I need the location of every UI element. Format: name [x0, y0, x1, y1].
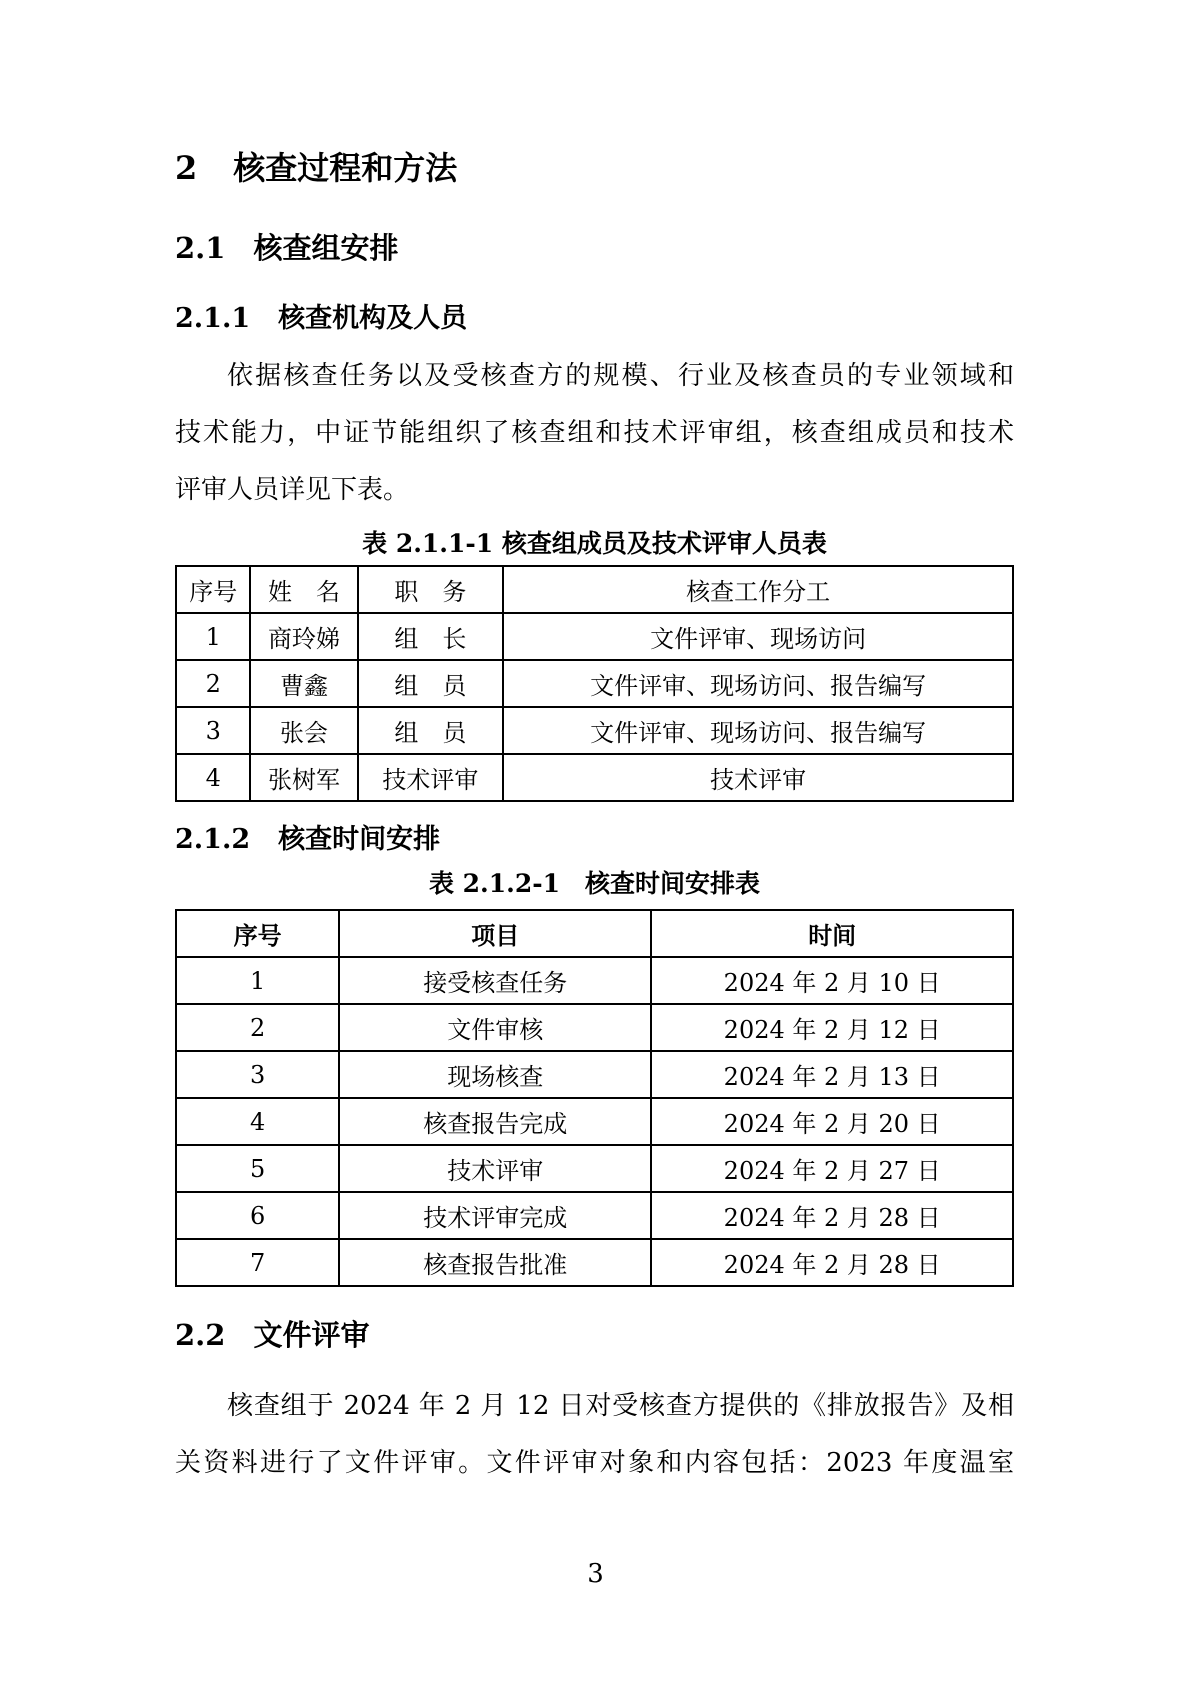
- heading-section-2-2-number: 2.2: [175, 1318, 226, 1352]
- table1-cell-duty: 文件评审、现场访问、报告编写: [503, 707, 1013, 754]
- table1-cell-name: 张会: [250, 707, 357, 754]
- table-row: [176, 1145, 1013, 1192]
- paragraph-doc-review: [175, 1378, 1014, 1492]
- table2-cell-item: 接受核查任务: [339, 957, 651, 1004]
- table-row: [176, 660, 1013, 707]
- table1-cell-seq: 2: [176, 660, 250, 707]
- table1-cell-seq: 1: [176, 613, 250, 660]
- table2-cell-time: 2024 年 2 月 28 日: [651, 1192, 1013, 1239]
- table-header-row: [176, 566, 1013, 613]
- heading-section-2-1-number: 2.1: [175, 231, 226, 265]
- table1-cell-duty: 文件评审、现场访问: [503, 613, 1013, 660]
- table2-cell-item: 技术评审完成: [339, 1192, 651, 1239]
- table2-header-time: 时间: [651, 910, 1013, 957]
- heading-section-2-1: [175, 232, 1014, 265]
- table-row: [176, 707, 1013, 754]
- table-row: [176, 1004, 1013, 1051]
- table2-cell-item: 核查报告批准: [339, 1239, 651, 1286]
- page-number: 3: [587, 1559, 604, 1589]
- table2-cell-item: 技术评审: [339, 1145, 651, 1192]
- table-header-row: [176, 910, 1013, 957]
- table1-header-name: 姓 名: [250, 566, 357, 613]
- table2-cell-seq: 7: [176, 1239, 339, 1286]
- verification-team-table: [175, 565, 1014, 802]
- table1-cell-name: 商玲娣: [250, 613, 357, 660]
- heading-section-2-number: 2: [175, 149, 198, 187]
- table2-cell-time: 2024 年 2 月 27 日: [651, 1145, 1013, 1192]
- table1-cell-duty: 文件评审、现场访问、报告编写: [503, 660, 1013, 707]
- paragraph-team-intro-line-1: 依据核查任务以及受核查方的规模、行业及核查员的专业领域和: [227, 361, 1014, 391]
- table1-header-seq: 序号: [176, 566, 250, 613]
- table2-cell-time: 2024 年 2 月 10 日: [651, 957, 1013, 1004]
- table1-cell-seq: 4: [176, 754, 250, 801]
- table1-cell-role: 组 长: [358, 613, 504, 660]
- table2-cell-time: 2024 年 2 月 13 日: [651, 1051, 1013, 1098]
- heading-section-2-1-2-number: 2.1.2: [175, 824, 251, 855]
- table1-cell-name: 张树军: [250, 754, 357, 801]
- heading-section-2-1-1-number: 2.1.1: [175, 303, 251, 334]
- table2-caption: 表 2.1.2-1 核查时间安排表: [428, 869, 761, 898]
- table-row: [176, 1051, 1013, 1098]
- table2-cell-seq: 5: [176, 1145, 339, 1192]
- table-row: [176, 613, 1013, 660]
- table-row: [176, 1239, 1013, 1286]
- heading-section-2: [175, 150, 1014, 186]
- table2-cell-time: 2024 年 2 月 20 日: [651, 1098, 1013, 1145]
- paragraph-team-intro-line-2: 技术能力，中证节能组织了核查组和技术评审组，核查组成员和技术: [175, 418, 1014, 448]
- heading-section-2-1-2: [175, 824, 1014, 855]
- table-row: [176, 754, 1013, 801]
- table2-cell-time: 2024 年 2 月 28 日: [651, 1239, 1013, 1286]
- table2-cell-time: 2024 年 2 月 12 日: [651, 1004, 1013, 1051]
- table1-cell-seq: 3: [176, 707, 250, 754]
- heading-section-2-1-title: 核查组安排: [253, 231, 399, 265]
- table2-cell-seq: 4: [176, 1098, 339, 1145]
- table2-header-seq: 序号: [176, 910, 339, 957]
- table2-cell-item: 文件审核: [339, 1004, 651, 1051]
- table1-header-duty: 核查工作分工: [503, 566, 1013, 613]
- paragraph-team-intro-line-3: 评审人员详见下表。: [175, 475, 410, 505]
- heading-section-2-1-1-title: 核查机构及人员: [278, 303, 468, 334]
- table2-cell-seq: 1: [176, 957, 339, 1004]
- table1-cell-role: 技术评审: [358, 754, 504, 801]
- heading-section-2-2: [175, 1319, 1014, 1352]
- table-row: [176, 957, 1013, 1004]
- table2-header-item: 项目: [339, 910, 651, 957]
- table-row: [176, 1192, 1013, 1239]
- table-row: [176, 1098, 1013, 1145]
- table2-cell-item: 核查报告完成: [339, 1098, 651, 1145]
- table1-caption: 表 2.1.1-1 核查组成员及技术评审人员表: [362, 529, 827, 558]
- table1-cell-name: 曹鑫: [250, 660, 357, 707]
- table1-cell-duty: 技术评审: [503, 754, 1013, 801]
- paragraph-doc-review-line-1: 核查组于 2024 年 2 月 12 日对受核查方提供的《排放报告》及相: [227, 1391, 1014, 1421]
- heading-section-2-1-2-title: 核查时间安排: [278, 824, 441, 855]
- table2-cell-seq: 3: [176, 1051, 339, 1098]
- table1-cell-role: 组 员: [358, 660, 504, 707]
- paragraph-doc-review-line-2: 关资料进行了文件评审。文件评审对象和内容包括：2023 年度温室: [175, 1448, 1014, 1478]
- heading-section-2-2-title: 文件评审: [253, 1318, 370, 1352]
- table2-cell-seq: 2: [176, 1004, 339, 1051]
- table2-cell-seq: 6: [176, 1192, 339, 1239]
- table1-header-role: 职 务: [358, 566, 504, 613]
- table1-cell-role: 组 员: [358, 707, 504, 754]
- heading-section-2-1-1: [175, 303, 1014, 334]
- table2-cell-item: 现场核查: [339, 1051, 651, 1098]
- paragraph-team-intro: [175, 348, 1014, 519]
- verification-schedule-table: [175, 909, 1014, 1287]
- heading-section-2-title: 核查过程和方法: [233, 149, 458, 187]
